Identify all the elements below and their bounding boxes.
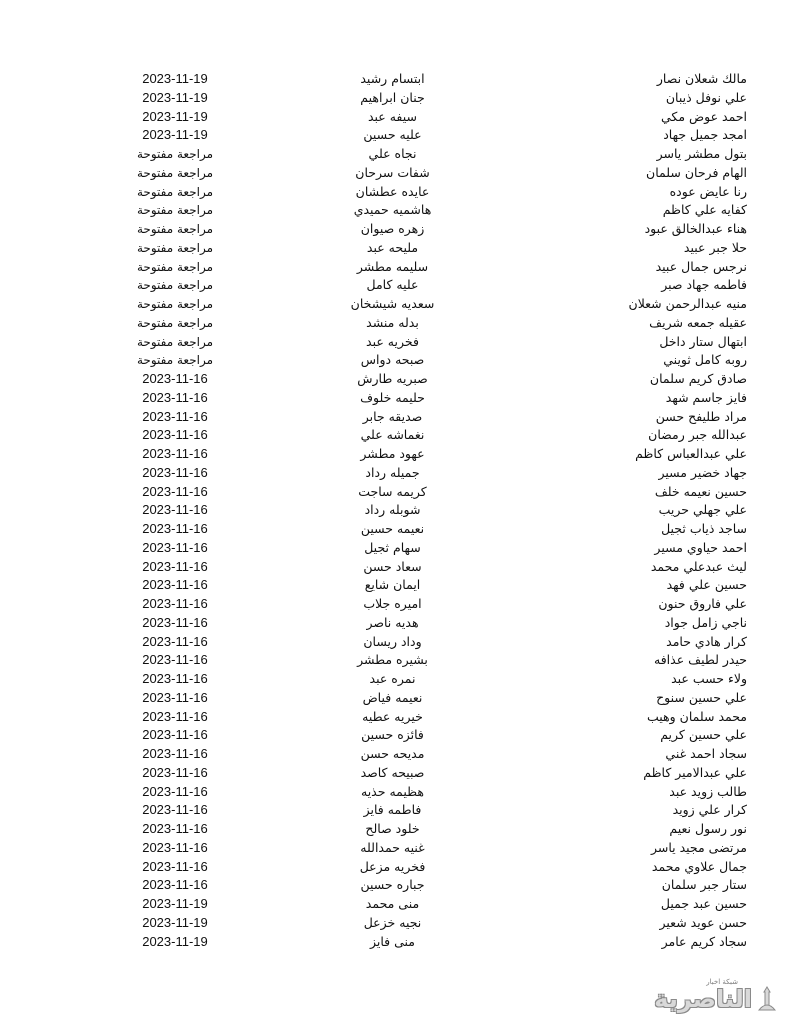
employee-name: امجد جميل جهاد (663, 127, 747, 143)
related-person: فائزه حسين (361, 727, 424, 743)
related-person: كريمه ساجت (358, 483, 427, 499)
date-cell: 2023-11-19 (142, 89, 208, 105)
employee-name: ولاء حسب عبد (671, 671, 747, 686)
employee-name: علي عبدالعباس كاظم (635, 446, 747, 461)
status-cell: مراجعة مفتوحة (136, 334, 213, 349)
date-cell: 2023-11-19 (142, 933, 208, 949)
related-person: نعيمه فياض (362, 689, 423, 705)
employee-name: حلا جبر عبيد (683, 239, 747, 255)
employee-name: منيه عبدالرحمن شعلان (628, 296, 747, 311)
employee-name: طالب زويد عبد (669, 783, 747, 799)
related-person: اميره جلاب (363, 596, 422, 611)
date-cell: 2023-11-16 (142, 633, 208, 649)
related-person: عليه كامل (366, 277, 419, 293)
list-row (0, 933, 792, 952)
employee-name: سجاد كريم عامر (661, 933, 747, 949)
related-person: ابتسام رشيد (360, 71, 425, 86)
employee-name: ليث عبدعلي محمد (650, 558, 747, 574)
employee-name: جهاد خضير مسير (658, 464, 747, 480)
status-cell: مراجعة مفتوحة (136, 259, 213, 274)
related-person: فخريه عبد (366, 333, 419, 349)
date-cell: 2023-11-16 (142, 652, 208, 668)
status-cell: مراجعة مفتوحة (136, 203, 213, 218)
list-row (0, 726, 792, 745)
date-cell: 2023-11-16 (142, 727, 208, 743)
list-row (0, 670, 792, 689)
employee-name: نور رسول نعيم (669, 821, 747, 836)
status-cell: مراجعة مفتوحة (136, 165, 213, 180)
related-person: بدله منشد (366, 314, 419, 330)
list-row (0, 464, 792, 483)
list-row (0, 783, 792, 802)
related-person: عايده عطشان (355, 183, 430, 199)
list-row (0, 351, 792, 370)
watermark-title: الناصرية (654, 985, 752, 1013)
related-person: بشيره مطشر (357, 652, 428, 668)
date-cell: 2023-11-16 (142, 558, 208, 574)
employee-name: صادق كريم سلمان (649, 371, 747, 386)
date-cell: 2023-11-19 (142, 71, 208, 86)
status-cell: مراجعة مفتوحة (136, 222, 213, 236)
employee-name: حسين عبد جميل (660, 896, 747, 911)
employee-name: حيدر لطيف عذافه (654, 652, 747, 668)
watermark-logo (630, 980, 778, 1016)
watermark-subtitle: شبكة اخبار (706, 978, 738, 986)
list-row (0, 576, 792, 595)
date-cell: 2023-11-16 (142, 746, 208, 761)
date-cell: 2023-11-16 (142, 539, 208, 555)
related-person: سيفه عبد (367, 108, 418, 124)
list-row (0, 501, 792, 520)
related-person: غنيه حمدالله (360, 839, 425, 855)
list-row (0, 408, 792, 427)
list-row (0, 651, 792, 670)
related-person: عهود مطشر (360, 446, 425, 461)
employee-name: حسين نعيمه خلف (654, 483, 747, 499)
employee-name: فاطمه جهاد صبر (661, 277, 747, 293)
related-person: نعيمه حسين (360, 521, 425, 536)
employee-name: كرار علي زويد (672, 802, 747, 818)
employee-name: فايز جاسم شهد (665, 389, 747, 405)
date-cell: 2023-11-16 (142, 802, 208, 818)
related-person: شفات سرحان (355, 164, 430, 180)
minaret-icon (756, 986, 778, 1012)
related-person: منى فايز (369, 933, 416, 949)
related-person: جنان ابراهيم (360, 89, 425, 105)
list-row (0, 276, 792, 295)
list-row (0, 333, 792, 352)
related-person: سليمه مطشر (356, 258, 429, 274)
employee-name: روبه كامل ثويني (663, 352, 747, 368)
status-cell: مراجعة مفتوحة (136, 297, 213, 311)
related-person: مليحه عبد (366, 239, 419, 255)
date-cell: 2023-11-19 (142, 108, 208, 124)
status-cell: مراجعة مفتوحة (136, 315, 213, 330)
date-cell: 2023-11-16 (142, 577, 208, 593)
employee-name: علي عبدالامير كاظم (643, 764, 747, 780)
list-row (0, 426, 792, 445)
related-person: نمره عبد (369, 671, 416, 686)
related-person: خلود صالح (365, 821, 420, 836)
list-row (0, 183, 792, 202)
list-row (0, 914, 792, 933)
list-row (0, 614, 792, 633)
date-cell: 2023-11-19 (142, 914, 208, 930)
date-cell: 2023-11-16 (142, 839, 208, 855)
date-cell: 2023-11-16 (142, 858, 208, 874)
list-row (0, 258, 792, 277)
related-person: حليمه خلوف (360, 389, 425, 405)
employee-name: الهام فرحان سلمان (646, 164, 747, 180)
date-cell: 2023-11-16 (142, 502, 208, 518)
related-person: هظيمه حذيه (361, 783, 424, 799)
list-row (0, 314, 792, 333)
date-cell: 2023-11-16 (142, 446, 208, 461)
date-cell: 2023-11-16 (142, 427, 208, 443)
date-cell: 2023-11-16 (142, 371, 208, 386)
list-row (0, 708, 792, 727)
employee-name: حسن عويد شعير (659, 914, 747, 930)
employee-name: محمد سلمان وهيب (647, 708, 747, 724)
employee-name: جمال علاوي محمد (651, 858, 747, 874)
employee-name: ساجد ذياب ثجيل (661, 521, 747, 536)
date-cell: 2023-11-16 (142, 671, 208, 686)
related-person: ايمان شايع (364, 577, 421, 593)
list-row (0, 108, 792, 127)
employee-name: مالك شعلان نصار (656, 71, 747, 86)
status-cell: مراجعة مفتوحة (136, 240, 213, 255)
related-person: جميله رداد (365, 464, 420, 480)
names-list (0, 70, 792, 951)
date-cell: 2023-11-16 (142, 614, 208, 630)
list-row (0, 595, 792, 614)
related-person: جباره حسين (360, 877, 425, 893)
employee-name: مرتضى مجيد ياسر (650, 839, 747, 855)
list-row (0, 126, 792, 145)
related-person: صديقه جابر (362, 408, 423, 424)
employee-name: هناء عبدالخالق عبود (644, 221, 747, 236)
related-person: منى محمد (365, 896, 420, 911)
related-person: وداد ريسان (363, 633, 422, 649)
list-row (0, 89, 792, 108)
date-cell: 2023-11-16 (142, 821, 208, 836)
list-row (0, 801, 792, 820)
list-row (0, 539, 792, 558)
related-person: نجيه خزعل (363, 914, 422, 930)
date-cell: 2023-11-16 (142, 521, 208, 536)
employee-name: علي حسين كريم (660, 727, 747, 743)
date-cell: 2023-11-19 (142, 127, 208, 143)
date-cell: 2023-11-16 (142, 689, 208, 705)
related-person: صبحه دواس (360, 352, 425, 368)
list-row (0, 520, 792, 539)
status-cell: مراجعة مفتوحة (136, 184, 213, 199)
employee-name: احمد حياوي مسير (654, 539, 747, 555)
employee-name: مراد طليفح حسن (655, 408, 747, 424)
list-row (0, 858, 792, 877)
employee-name: كرار هادي حامد (666, 633, 747, 649)
related-person: هديه ناصر (366, 614, 419, 630)
related-person: نجاه علي (368, 146, 417, 161)
employee-name: نرجس جمال عبيد (655, 258, 747, 274)
list-row (0, 295, 792, 314)
list-row (0, 70, 792, 89)
related-person: زهره صيوان (360, 221, 425, 236)
list-row (0, 839, 792, 858)
related-person: صبريه طارش (357, 371, 428, 386)
list-row (0, 389, 792, 408)
list-row (0, 895, 792, 914)
date-cell: 2023-11-16 (142, 877, 208, 893)
list-row (0, 220, 792, 239)
list-row (0, 745, 792, 764)
employee-name: علي جهلي حريب (658, 502, 747, 518)
employee-name: ستار جبر سلمان (661, 877, 747, 893)
related-person: نغماشه علي (360, 427, 425, 443)
date-cell: 2023-11-16 (142, 408, 208, 424)
related-person: خيريه عطيه (362, 708, 423, 724)
date-cell: 2023-11-19 (142, 896, 208, 911)
list-row (0, 633, 792, 652)
related-person: فخريه مزعل (359, 858, 426, 874)
date-cell: 2023-11-16 (142, 764, 208, 780)
list-row (0, 145, 792, 164)
related-person: مديحه حسن (360, 746, 425, 761)
list-row (0, 483, 792, 502)
list-row (0, 764, 792, 783)
employee-name: رنا عايض عوده (669, 183, 747, 199)
related-person: فاطمه فايز (363, 802, 422, 818)
list-row (0, 689, 792, 708)
related-person: صبيحه كاصد (360, 764, 425, 780)
status-cell: مراجعة مفتوحة (136, 278, 213, 293)
list-row (0, 820, 792, 839)
related-person: سعاد حسن (363, 558, 422, 574)
date-cell: 2023-11-16 (142, 483, 208, 499)
list-row (0, 558, 792, 577)
list-row (0, 876, 792, 895)
related-person: شوبله رداد (364, 502, 421, 518)
date-cell: 2023-11-16 (142, 783, 208, 799)
employee-name: سجاد احمد غني (665, 746, 747, 761)
employee-name: حسين علي فهد (666, 577, 747, 593)
employee-name: ناجي زامل جواد (664, 614, 747, 630)
employee-name: علي نوفل ذيبان (665, 89, 747, 105)
employee-name: علي حسين سنوح (656, 689, 747, 705)
list-row (0, 201, 792, 220)
related-person: هاشميه حميدي (353, 202, 432, 218)
list-row (0, 164, 792, 183)
related-person: سعديه شيشخان (350, 296, 435, 311)
date-cell: 2023-11-16 (142, 389, 208, 405)
related-person: عليه حسين (363, 127, 422, 143)
employee-name: ابتهال ستار داخل (659, 333, 747, 349)
status-cell: مراجعة مفتوحة (136, 147, 213, 161)
list-row (0, 370, 792, 389)
date-cell: 2023-11-16 (142, 464, 208, 480)
status-cell: مراجعة مفتوحة (136, 353, 213, 368)
related-person: سهام ثجيل (364, 539, 421, 555)
employee-name: بتول مطشر ياسر (656, 146, 747, 161)
employee-name: احمد عوض مكي (661, 108, 747, 124)
list-row (0, 445, 792, 464)
date-cell: 2023-11-16 (142, 596, 208, 611)
employee-name: عبدالله جبر رمضان (648, 427, 747, 443)
employee-name: كفايه علي كاظم (662, 202, 747, 218)
list-row (0, 239, 792, 258)
employee-name: علي فاروق حنون (658, 596, 747, 611)
employee-name: عقيله جمعه شريف (649, 314, 747, 330)
date-cell: 2023-11-16 (142, 708, 208, 724)
